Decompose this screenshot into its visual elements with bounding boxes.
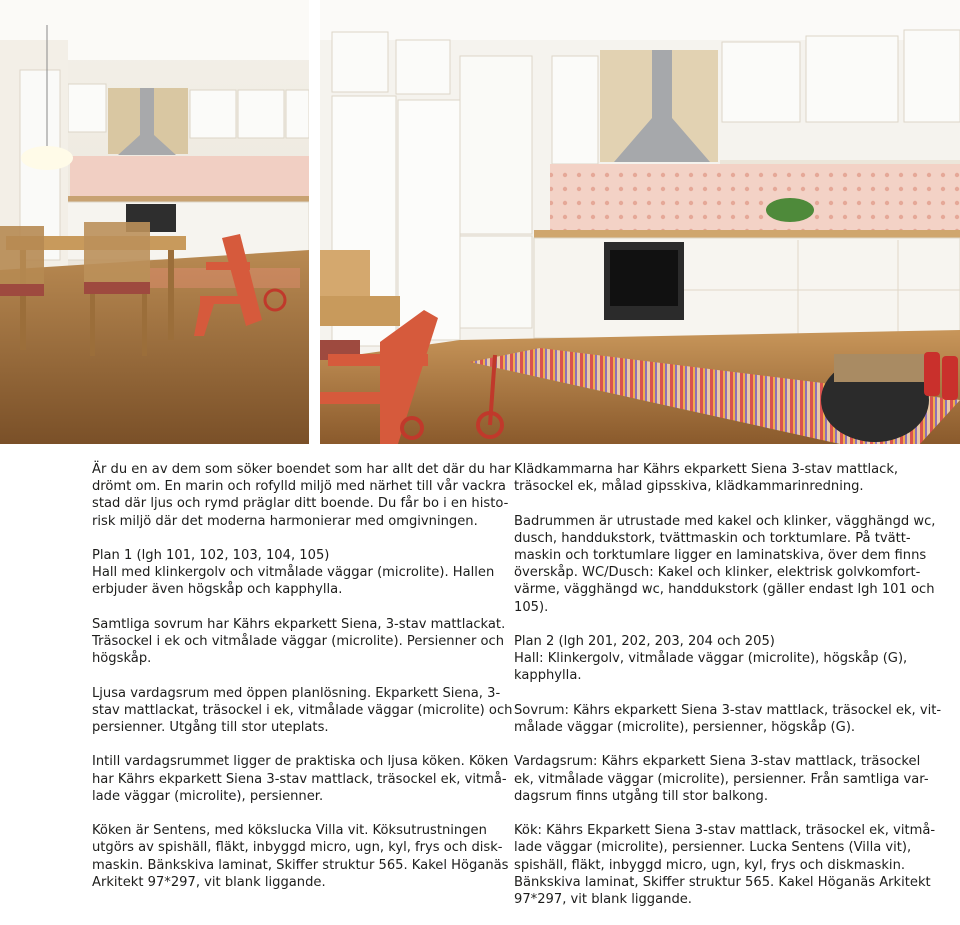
paragraph	[514, 461, 934, 495]
text-line: Är du en av dem som söker boendet som har allt det där du har	[92, 462, 511, 477]
text-line: ek, vitmålade väggar (microlite), persienner. Från samtliga var-	[514, 771, 929, 787]
text-line: 97*297, vit blank liggande.	[514, 892, 692, 907]
text-line: värme, vägghängd wc, handdukstork (gäller endast lgh 101 och	[514, 582, 935, 598]
text-line: Plan 1 (lgh 101, 102, 103, 104, 105)	[92, 548, 330, 563]
text-line: dusch, handdukstork, tvättmaskin och torktumlare. På tvätt-	[514, 530, 911, 546]
text-line: Arkitekt 97*297, vit blank liggande.	[92, 874, 326, 890]
paragraph	[92, 753, 509, 805]
text-line: Samtliga sovrum har Kährs ekparkett Siena, 3-stav mattlackat.	[92, 616, 506, 632]
paragraph	[92, 616, 506, 668]
text-line: Vardagsrum: Kährs ekparkett Siena 3-stav mattlack, träsockel	[514, 754, 921, 770]
paragraph	[92, 685, 513, 737]
kitchen-photo	[320, 0, 960, 444]
text-line: stav mattlackat, träsockel i ek, vitmålade väggar (microlite) och	[92, 702, 513, 718]
paragraph	[92, 547, 500, 599]
text-line: Plan 2 (lgh 201, 202, 203, 204 och 205)	[514, 634, 775, 649]
text-line: lade väggar (microlite), persienner.	[92, 788, 324, 804]
text-line: drömt om. En marin och rofylld miljö med närhet till vår vackra	[92, 479, 506, 495]
paragraph	[92, 461, 511, 530]
text-line: Sovrum: Kährs ekparkett Siena 3-stav mattlack, träsockel ek, vit-	[514, 702, 942, 718]
text-line: träsockel ek, målad gipsskiva, klädkammarinredning.	[514, 479, 864, 495]
text-line: persienner. Utgång till stor uteplats.	[92, 720, 329, 735]
text-line: spishäll, fläkt, inbyggd micro, ugn, kyl, frys och diskmaskin.	[514, 857, 906, 873]
text-line: lade väggar (microlite), persienner. Lucka Sentens (Villa vit),	[514, 840, 912, 856]
text-line: erbjuder även högskåp och kapphylla.	[92, 582, 343, 598]
paragraph	[514, 702, 942, 736]
text-column-left	[92, 461, 513, 908]
kitchen-dining-room-photo	[0, 0, 309, 444]
text-line: Badrummen är utrustade med kakel och klinker, vägghängd wc,	[514, 513, 936, 529]
text-line: 105).	[514, 599, 549, 615]
text-column-right	[514, 461, 942, 925]
text-line: Kök: Kährs Ekparkett Siena 3-stav mattlack, träsockel ek, vitmå-	[514, 823, 936, 839]
text-line: högskåp.	[92, 651, 152, 667]
paragraph	[514, 822, 934, 908]
paragraph	[514, 513, 934, 616]
text-line: Träsockel i ek och vitmålade väggar (microlite). Persienner och	[92, 634, 505, 649]
text-line: Klädkammarna har Kährs ekparkett Siena 3-stav mattlack,	[514, 462, 899, 477]
text-line: har Kährs ekparkett Siena 3-stav mattlack, träsockel ek, vitmå-	[92, 771, 507, 787]
text-line: Intill vardagsrummet ligger de praktiska och ljusa köken. Köken	[92, 754, 509, 770]
text-line: dagsrum finns utgång till stor balkong.	[514, 788, 769, 804]
text-line: Bänkskiva laminat, Skiffer struktur 565. Kakel Höganäs Arkitekt	[514, 874, 931, 890]
text-line: utgörs av spishäll, fläkt, inbyggd micro, ugn, kyl, frys och disk-	[92, 840, 503, 856]
text-line: stad där ljus och rymd präglar ditt boende. Du får bo i en histo-	[92, 496, 509, 512]
paragraph	[514, 753, 934, 805]
text-line: risk miljö där det moderna harmonierar med omgivningen.	[92, 513, 478, 529]
text-line: Hall med klinkergolv och vitmålade väggar (microlite). Hallen	[92, 565, 495, 581]
text-line: kapphylla.	[514, 668, 582, 684]
text-line: överskåp. WC/Dusch: Kakel och klinker, elektrisk golvkomfort-	[514, 565, 921, 581]
text-line: målade väggar (microlite), persienner, högskåp (G).	[514, 720, 856, 735]
text-line: Ljusa vardagsrum med öppen planlösning. Ekparkett Siena, 3-	[92, 685, 501, 701]
paragraph	[514, 633, 934, 685]
text-line: Köken är Sentens, med kökslucka Villa vit. Köksutrustningen	[92, 823, 487, 839]
text-line: maskin och torktumlare ligger en laminatskiva, över dem finns	[514, 548, 927, 563]
paragraph	[92, 822, 509, 891]
text-line: maskin. Bänkskiva laminat, Skiffer struktur 565. Kakel Höganäs	[92, 857, 509, 873]
text-line: Hall: Klinkergolv, vitmålade väggar (microlite), högskåp (G),	[514, 651, 908, 667]
